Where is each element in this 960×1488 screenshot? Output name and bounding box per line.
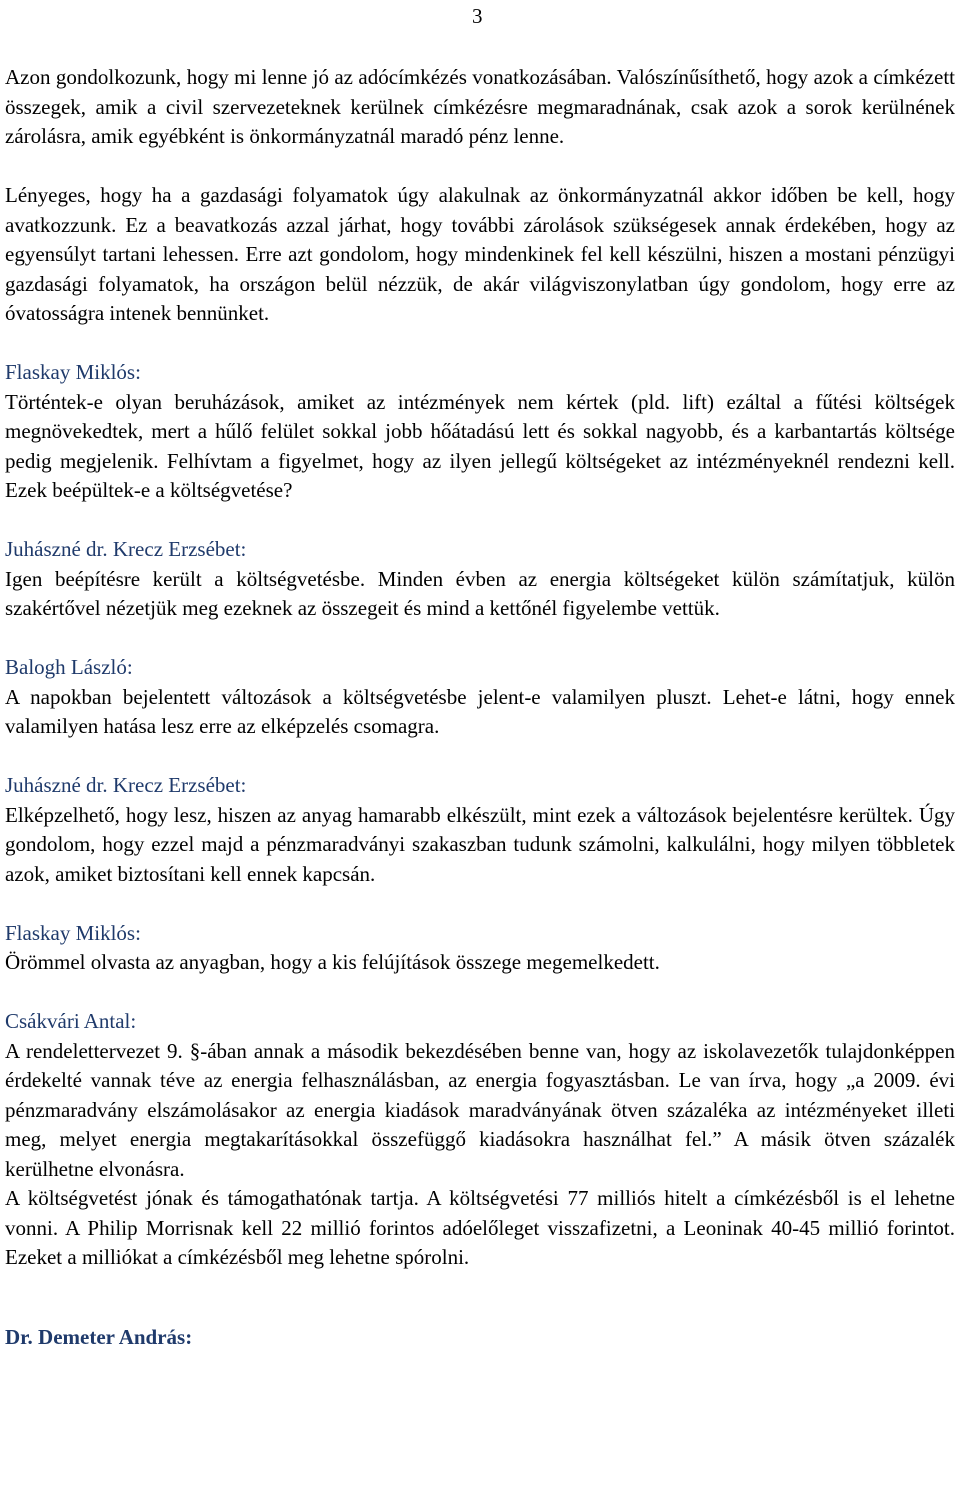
speaker-name: Balogh László: <box>5 655 133 679</box>
speaker-name: Dr. Demeter András: <box>5 1324 193 1349</box>
document-body <box>5 63 955 1352</box>
section-flaskay-1 <box>5 358 955 506</box>
page-number: 3 <box>472 4 483 28</box>
speaker-name: Csákvári Antal: <box>5 1009 137 1033</box>
paragraph-intro: Azon gondolkozunk, hogy mi lenne jó az adócímkézés vonatkozásában. Valószínűsíthető, hogy azok a címkézett összegek, amik a civil szervezeteknek kerülnek címkézésre megmaradnának, csak azok a sorok kerülnének zárolásra, amik egyébként is önkormányzatnál maradó pénz lenne. <box>5 65 955 148</box>
speaker-text: Örömmel olvasta az anyagban, hogy a kis felújítások összege megemelkedett. <box>5 950 660 974</box>
section-juhaszne-2 <box>5 771 955 889</box>
speaker-name: Flaskay Miklós: <box>5 360 141 384</box>
speaker-text: Történtek-e olyan beruházások, amiket az intézmények nem kértek (pld. lift) ezáltal a fűtési költségek megnövekedtek, mert a hűlő felület sokkal jobb hőátadású lett és sokkal nagyobb, és a karbantartás költsége pedig megjelenik. Felhívtam a figyelmet, hogy az ilyen jellegű költségeket az intézményeknél rendezni kell. Ezek beépültek-e a költségvetése? <box>5 389 955 502</box>
speaker-name: Flaskay Miklós: <box>5 920 141 945</box>
speaker-name: Juhászné dr. Krecz Erzsébet: <box>5 773 247 797</box>
section-juhaszne-1 <box>5 535 955 624</box>
speaker-text: A napokban bejelentett változások a költségvetésbe jelent-e valamilyen pluszt. Lehet-e látni, hogy ennek valamilyen hatása lesz erre az elképzelés csomagra. <box>5 684 955 738</box>
speaker-text: Elképzelhető, hogy lesz, hiszen az anyag hamarabb elkészült, mint ezek a változások bejelentésre kerültek. Úgy gondolom, hogy ezzel majd a pénzmaradványi szakaszban tudunk számolni, kalkulálni, hogy milyen többletek azok, amiket biztosítani kell ennek kapcsán. <box>5 802 955 886</box>
speaker-text: Igen beépítésre került a költségvetésbe. Minden évben az energia költségeket külön számítatjuk, külön szakértővel nézetjük meg ezeknek az összegeit és mind a kettőnél figyelembe vettük. <box>5 566 955 620</box>
section-csakvari <box>5 1007 955 1273</box>
paragraph-second: Lényeges, hogy ha a gazdasági folyamatok úgy alakulnak az önkormányzatnál akkor időben be kell, hogy avatkozzunk. Ez a beavatkozás azzal járhat, hogy további zárolások szükségesek annak érdekében, hogy az egyensúlyt tartani lehessen. Erre azt gondolom, hogy mindenkinek fel kell készülni, hiszen a mostani pénzügyi gazdasági folyamatok, ha országon belül nézzük, de akár világviszonylatban úgy gondolom, hogy erre az óvatosságra intenek bennünket. <box>5 183 955 325</box>
speaker-text-continued: A költségvetést jónak és támogathatónak tartja. A költségvetési 77 milliós hitelt a címkézésből is el lehetne vonni. A Philip Morrisnak kell 22 millió forintos adóelőleget visszafizetni, a Leoninak 40-45 millió forintot. Ezeket a milliókat a címkézésből meg lehetne spórolni. <box>5 1186 955 1269</box>
speaker-name: Juhászné dr. Krecz Erzsébet: <box>5 537 247 561</box>
section-balogh <box>5 653 955 742</box>
section-demeter <box>5 1323 955 1353</box>
speaker-text: A rendelettervezet 9. §-ában annak a második bekezdésében benne van, hogy az iskolavezetők tulajdonképpen érdekelté vannak téve az energia felhasználásban, az energia fogyasztásban. Le van írva, hogy „a 2009. évi pénzmaradvány elszámolásakor az energia kiadások maradványának ötven százaléka az intézményeket illeti meg, melyet energia megtakarításokkal összefüggő kiadásokra használhat fel.” A másik ötven százalék kerülhetne elvonásra. <box>5 1038 955 1181</box>
section-flaskay-2 <box>5 919 955 978</box>
